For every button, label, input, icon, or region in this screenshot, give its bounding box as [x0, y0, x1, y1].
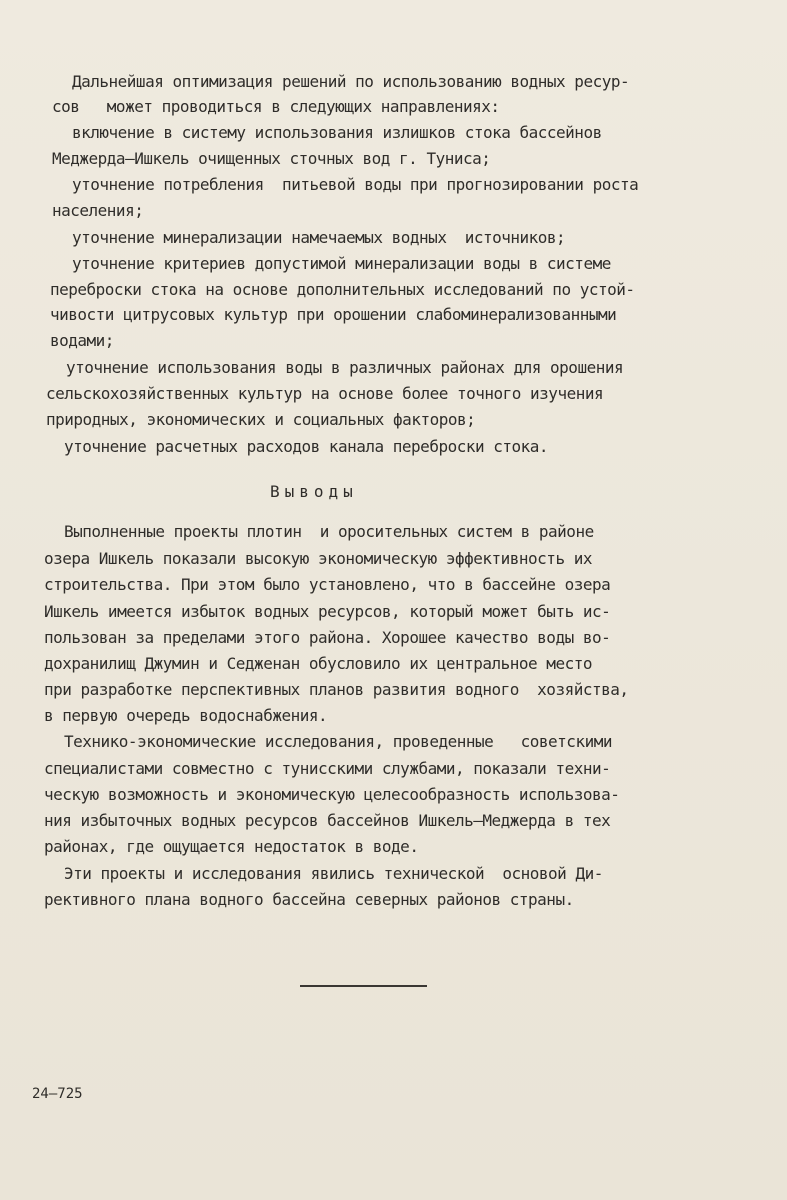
text-line: озера Ишкель показали высокую экономическую эффективность их	[44, 549, 592, 568]
text-line: Ишкель имеется избыток водных ресурсов, который может быть ис-	[44, 602, 611, 621]
text-line: уточнение потребления питьевой воды при прогнозировании роста	[72, 175, 639, 194]
text-line: населения;	[52, 201, 144, 220]
text-line: чивости цитрусовых культур при орошении слабоминерализованными	[50, 305, 617, 324]
text-line: включение в систему использования излишков стока бассейнов	[72, 123, 602, 142]
text-line: уточнение расчетных расходов канала переброски стока.	[64, 437, 549, 456]
text-line: в первую очередь водоснабжения.	[44, 706, 328, 725]
text-line: сельскохозяйственных культур на основе более точного изучения	[46, 384, 604, 403]
closing-divider	[300, 985, 427, 987]
text-line: переброски стока на основе дополнительных исследований по устой-	[50, 280, 635, 299]
text-line: уточнение критериев допустимой минерализации воды в системе	[72, 254, 611, 273]
text-line: Выполненные проекты плотин и оросительных систем в районе	[64, 522, 594, 541]
text-line: при разработке перспективных планов развития водного хозяйства,	[44, 680, 629, 699]
text-line: Эти проекты и исследования явились технической основой Ди-	[64, 864, 603, 883]
text-line: сов может проводиться в следующих направлениях:	[52, 97, 500, 116]
text-line: уточнение минерализации намечаемых водных источников;	[72, 228, 566, 247]
text-line: ческую возможность и экономическую целесообразность использова-	[44, 785, 620, 804]
text-line: Технико-экономические исследования, проведенные советскими	[64, 732, 612, 751]
text-line: пользован за пределами этого района. Хорошее качество воды во-	[44, 628, 611, 647]
page-signature: 24–725	[32, 1086, 83, 1102]
text-line: Меджерда–Ишкель очищенных сточных вод г. Туниса;	[52, 149, 491, 168]
text-line: рективного плана водного бассейна северных районов страны.	[44, 890, 574, 909]
text-line: ния избыточных водных ресурсов бассейнов Ишкель–Меджерда в тех	[44, 811, 611, 830]
text-line: дохранилищ Джумин и Седженан обусловило их центральное место	[44, 654, 592, 673]
text-line: районах, где ощущается недостаток в воде.	[44, 837, 419, 856]
text-line: Дальнейшая оптимизация решений по использованию водных ресур-	[72, 72, 630, 91]
section-heading: Выводы	[270, 482, 358, 501]
text-line: водами;	[50, 331, 114, 350]
text-line: строительства. При этом было установлено, что в бассейне озера	[44, 575, 611, 594]
text-line: специалистами совместно с тунисскими службами, показали техни-	[44, 759, 611, 778]
text-line: природных, экономических и социальных факторов;	[46, 410, 476, 429]
text-line: уточнение использования воды в различных районах для орошения	[66, 358, 624, 377]
